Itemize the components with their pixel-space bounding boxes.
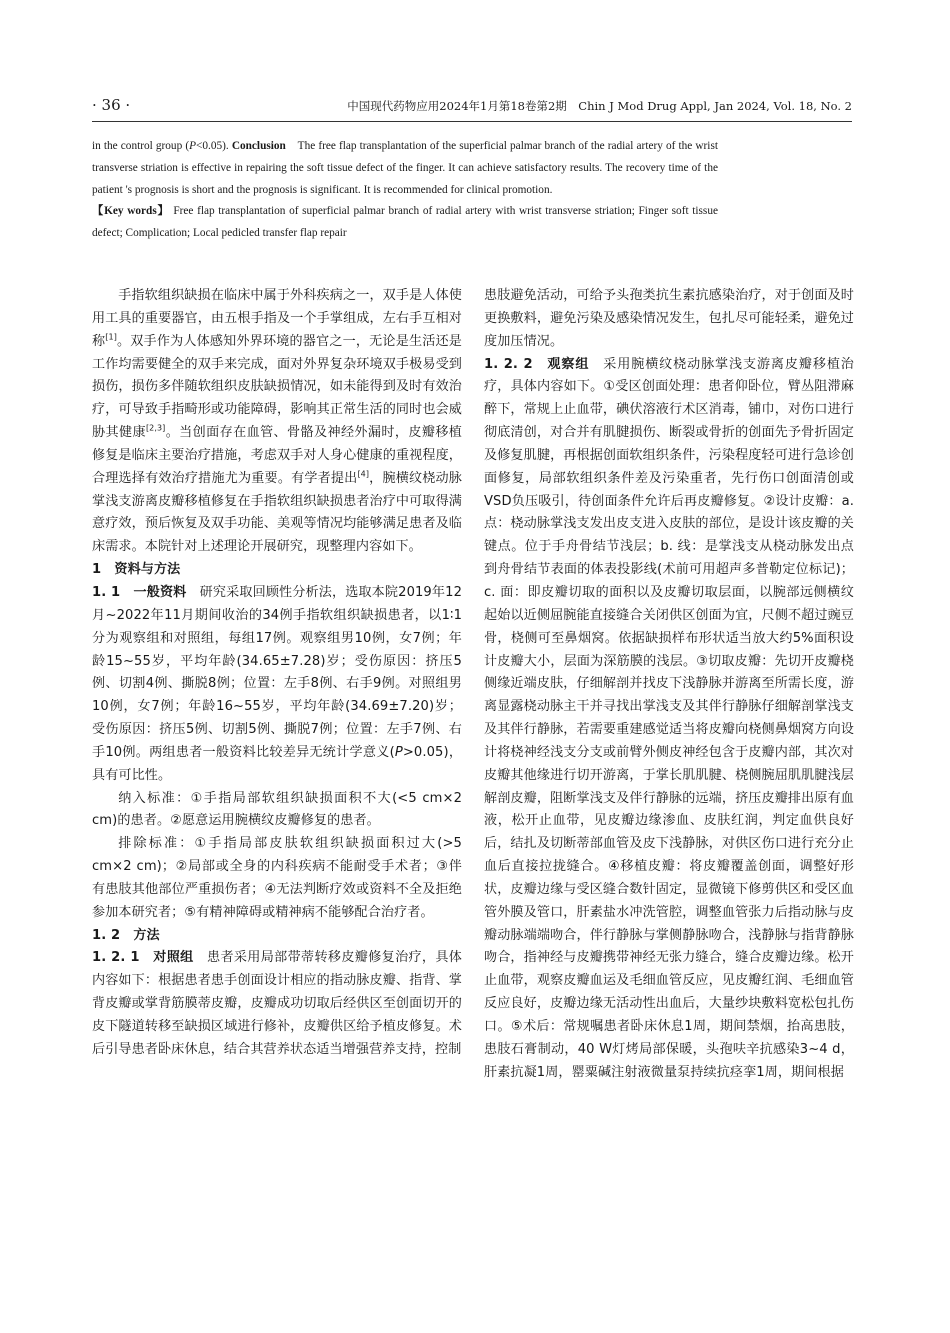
section-1-heading: 1 资料与方法 [92,562,181,578]
page-number: · 36 · [92,96,131,114]
right-column [484,285,854,1085]
inclusion-criteria: 纳入标准：①手指局部软组织缺损面积不大(<5 cm×2 cm)的患者。②愿意运用腕横纹皮瓣修复的患者。 [92,790,462,829]
english-abstract [92,136,718,245]
continued-paragraph: 患肢避免活动，可给予头孢类抗生素抗感染治疗，对于创面及时更换敷料，避免污染及感染情况发生，包扎尽可能轻柔，避免过度加压情况。 [484,288,854,349]
exclusion-criteria: 排除标准：①手指局部皮肤软组织缺损面积过大(>5 cm×2 cm)；②局部或全身的内科疾病不能耐受手术者；③伴有患肢其他部位严重损伤者；④无法判断疗效或资料不全及拒绝参加本研究者；⑤有精神障碍或精神病不能够配合治疗者。 [92,836,462,920]
section-1-1: 1. 1 一般资料 研究采取回顾性分析法，选取本院2019年12月~2022年11月期间收治的34例手指软组织缺损患者，以1∶1分为观察组和对照组，每组17例。观察组男10例，女7例；年龄15~55岁，平均年龄(34.65±7.28)岁；受伤原因：挤压5例、切割4例、撕脱8例；位置：左手8例、右手9例。对照组男10例，女7例；年龄16~55岁，平均年龄(34.69±7.20)岁；受伤原因：挤压5例、切割5例、撕脱7例；位置：左手7例、右手10例。两组患者一般资料比较差异无统计学意义(P>0.05)，具有可比性。 [92,584,463,783]
journal-citation: 中国现代药物应用2024年1月第18卷第2期 Chin J Mod Drug Appl, Jan 2024, Vol. 18, No. 2 [347,99,852,113]
header-rule [92,121,852,122]
keywords: 【Key words】 Free flap transplantation of superficial palmar branch of radial artery with wrist transverse striation; Finger soft tissue defect; Complication; Local pedicled transfer flap repair [92,205,718,240]
running-header [92,94,852,118]
conclusion-label: Conclusion [231,140,286,152]
section-1-2-2: 1. 2. 2 观察组 采用腕横纹桡动脉掌浅支游离皮瓣移植治疗，具体内容如下。①受区创面处理：患者仰卧位，臂丛阻滞麻醉下，常规上止血带，碘伏溶液行术区消毒，铺巾，对伤口进行彻底清创，对合并有肌腱损伤、断裂或骨折的创面先予骨折固定及修复肌腱，再根据创面软组织条件，污染程度轻可进行急诊创面修复，局部软组织条件差及污染重者，先行伤口创面清创或VSD负压吸引，待创面条件允许后再皮瓣修复。②设计皮瓣：a. 点：桡动脉掌浅支发出皮支进入皮肤的部位，是设计该皮瓣的关键点。位于手舟骨结节浅层；b. 线：是掌浅支从桡动脉发出点到舟骨结节表面的体表投影线(术前可用超声多普勒定位标记)；c. 面：即皮瓣切取的面积以及皮瓣切取层面，以腕部远侧横纹起始以近侧屈腕能直接缝合关闭供区创面为宜，尺侧不超过豌豆骨，桡侧可至鼻烟窝。依据缺损样布形状适当放大约5%面积设计皮瓣大小，层面为深筋膜的浅层。③切取皮瓣：先切开皮瓣桡侧缘近端皮肤，仔细解剖并找皮下浅静脉并游离至所需长度，游离显露桡动脉主干并寻找出掌浅支及其伴行静脉仔细解剖掌浅支及其伴行静脉，若需要重建感觉适当将皮瓣向桡侧鼻烟窝方向设计将桡神经浅支分支或前臂外侧皮神经包含于皮瓣内部，其次对皮瓣其他缘进行切开游离，于掌长肌肌腱、桡侧腕屈肌肌腱浅层解剖皮瓣，阻断掌浅支及伴行静脉的远端，挤压皮瓣排出原有血液，松开止血带，见皮瓣边缘渗血、皮肤红润，判定血供良好后，结扎及切断蒂部血管及皮下浅静脉，对供区伤口进行充分止血后直接拉拢缝合。④移植皮瓣：将皮瓣覆盖创面，调整好形状，皮瓣边缘与受区缝合数针固定，显微镜下修剪供区和受区血管外膜及管口，肝素盐水冲洗管腔，调整血管张力后指动脉与皮瓣动脉端端吻合，伴行静脉与掌侧静脉吻合，浅静脉与指背静脉吻合，指神经与皮瓣携带神经无张力缝合，缝合皮瓣边缘。松开止血带，观察皮瓣血运及毛细血管反应，见皮瓣红润、毛细血管反应良好，皮瓣边缘无活动性出血后，大量纱块敷料宽松包扎伤口。⑤术后：常规嘱患者卧床休息1周，期间禁烟，抬高患肢，患肢石膏制动，40 W灯烤局部保暖，头孢呋辛抗感染3~4 d，肝素抗凝1周，罂粟碱注射液微量泵持续抗痉挛1周，期间根据 [484,356,854,1080]
abstract-conclusion: in the control group (P<0.05). Conclusion The free flap transplantation of the superficial palmar branch of the radial artery of the wrist transverse striation is effective in repairing the soft tissue defect of the finger. It can achieve satisfactory results. The recovery time of the patient 's prognosis is short and the prognosis is significant. It is recommended for clinical promotion. [92,140,718,196]
keywords-label: 【Key words】 [92,205,170,218]
intro-paragraph: 手指软组织缺损在临床中属于外科疾病之一，双手是人体使用工具的重要器官，由五根手指及一个手掌组成，左右手互相对称[1]。双手作为人体感知外界环境的器官之一，无论是生活还是工作均需要健全的双手来完成，面对外界复杂环境双手极易受到损伤，损伤多伴随软组织皮肤缺损情况，如未能得到及时有效治疗，可导致手指畸形或功能障碍，影响其正常生活的同时也会威胁其健康[2,3]。当创面存在血管、骨骼及神经外漏时，皮瓣移植修复是临床主要治疗措施，考虑双手对人身心健康的重视程度，合理选择有效治疗措施尤为重要。有学者提出[4]，腕横纹桡动脉掌浅支游离皮瓣移植修复在手指软组织缺损患者治疗中可取得满意疗效，预后恢复及双手功能、美观等情况均能够满足患者及临床需求。本院针对上述理论开展研究，现整理内容如下。 [92,288,463,555]
left-column [92,285,462,1062]
section-1-2-1: 1. 2. 1 对照组 患者采用局部带蒂转移皮瓣修复治疗，具体内容如下：根据患者患手创面设计相应的指动脉皮瓣、指背、掌背皮瓣或掌背筋膜蒂皮瓣，皮瓣成功切取后经供区至创面切开的皮下隧道转移至缺损区域进行修补，皮瓣供区给予植皮修复。术后引导患者卧床休息，结合其营养状态适当增强营养支持，控制 [92,950,462,1057]
section-1-2-heading: 1. 2 方法 [92,927,160,943]
